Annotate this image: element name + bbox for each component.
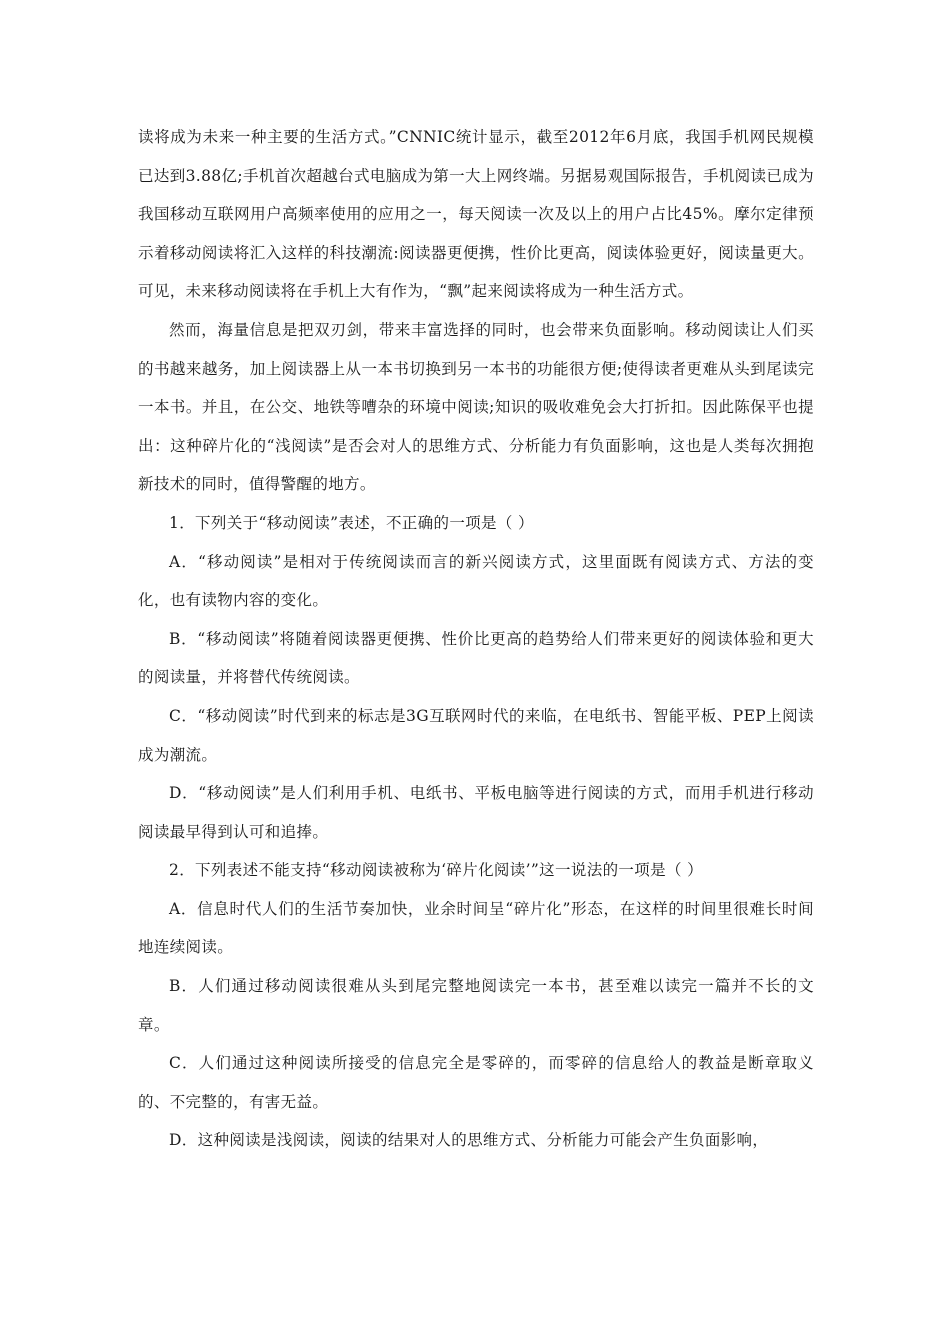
question-1-stem: 1．下列关于“移动阅读”表述，不正确的一项是（ ） [169,513,534,532]
question-2-option-d: D．这种阅读是浅阅读，阅读的结果对人的思维方式、分析能力可能会产生负面影响， [169,1131,769,1150]
question-1-option-c: C．“移动阅读”时代到来的标志是3G互联网时代的来临，在电纸书、智能平板、PEP上阅读成为潮流。 [138,706,814,764]
question-2-option-b: B．人们通过移动阅读很难从头到尾完整地阅读完一本书，甚至难以读完一篇并不长的文章。 [138,977,814,1034]
question-1-option-d: D．“移动阅读”是人们利用手机、电纸书、平板电脑等进行阅读的方式，而用手机进行移动阅读最早得到认可和追捧。 [138,784,814,841]
question-2-option-c: C．人们通过这种阅读所接受的信息完全是零碎的，而零碎的信息给人的教益是断章取义的、不完整的，有害无益。 [138,1054,814,1111]
question-1-option-b: B．“移动阅读”将随着阅读器更便携、性价比更高的趋势给人们带来更好的阅读体验和更大的阅读量，并将替代传统阅读。 [138,629,814,687]
question-2-stem: 2．下列表述不能支持“移动阅读被称为‘碎片化阅读’”这一说法的一项是（ ） [169,861,703,880]
question-2-option-a: A．信息时代人们的生活节奏加快，业余时间呈“碎片化”形态，在这样的时间里很难长时间地连续阅读。 [138,899,814,957]
question-1-option-a: A．“移动阅读”是相对于传统阅读而言的新兴阅读方式，这里面既有阅读方式、方法的变化，也有读物内容的变化。 [138,552,814,610]
passage-paragraph-continuation: 读将成为未来一种主要的生活方式。”CNNIC统计显示，截至2012年6月底，我国手机网民规模已达到3.88亿;手机首次超越台式电脑成为第一大上网终端。另据易观国际报告，手机阅读已成为我国移动互联网用户高频率使用的应用之一，每天阅读一次及以上的用户占比45%。摩尔定律预示着移动阅读将汇入这样的科技潮流:阅读器更便携，性价比更高，阅读体验更好，阅读量更大。可见，未来移动阅读将在手机上大有作为，“飘”起来阅读将成为一种生活方式。 [138,128,814,301]
passage-paragraph: 然而，海量信息是把双刃剑，带来丰富选择的同时，也会带来负面影响。移动阅读让人们买的书越来越务，加上阅读器上从一本书切换到另一本书的功能很方便;使得读者更难从头到尾读完一本书。并且，在公交、地铁等嘈杂的环境中阅读;知识的吸收难免会大打折扣。因此陈保平也提出：这种碎片化的“浅阅读”是否会对人的思维方式、分析能力有负面影响，这也是人类每次拥抱新技术的同时，值得警醒的地方。 [138,320,814,494]
document-body [138,118,814,1160]
